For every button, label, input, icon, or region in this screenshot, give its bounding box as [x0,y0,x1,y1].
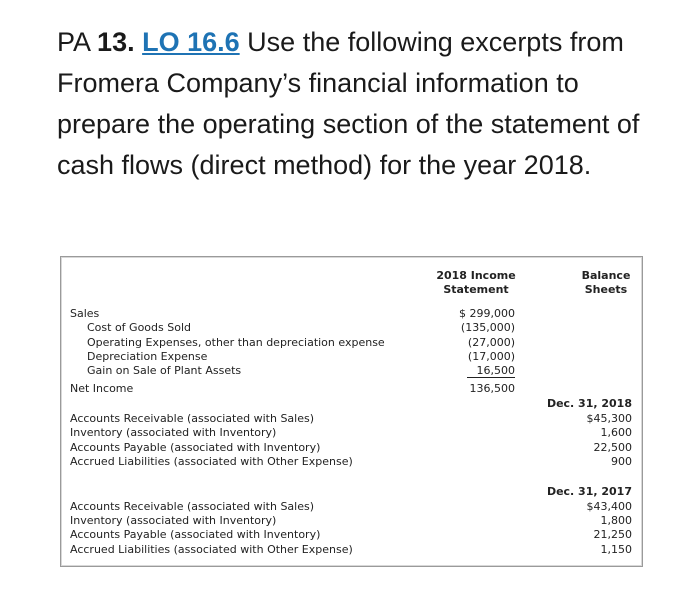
income-row-value: (17,000) [467,350,515,363]
problem-prefix: PA [57,27,90,57]
bs-2017-label: Accrued Liabilities (associated with Other Expense) [70,543,353,556]
bs-2017-heading: Dec. 31, 2017 [546,485,632,498]
bs-2017-value: $43,400 [586,500,632,513]
bs-2018-value: $45,300 [586,412,632,425]
bs-2018-label: Accounts Payable (associated with Inventory) [70,441,321,454]
bs-2018-heading: Dec. 31, 2018 [546,397,632,410]
income-row-value: $ 299,000 [459,307,515,320]
bs-2018-label: Accounts Receivable (associated with Sales) [70,412,315,425]
net-income-value: 136,500 [469,382,515,395]
bs-2017-value: 1,800 [600,514,632,527]
income-row-value: (135,000) [460,321,515,334]
bs-2017-value: 1,150 [600,543,632,556]
bs-2018-label: Inventory (associated with Inventory) [70,426,277,439]
gain-value: 16,500 [467,364,515,378]
bs-2018-label: Accrued Liabilities (associated with Other Expense) [70,455,353,468]
income-row-label: Cost of Goods Sold [87,321,191,334]
problem-text: Use the following excerpts from Fromera Company’s financial information to prepare the operating section of the statement of cash flows (direct method) for the year 2018. [57,27,640,180]
bs-2018-value: 22,500 [593,441,632,454]
financial-data-table [60,256,643,567]
bs-2017-label: Inventory (associated with Inventory) [70,514,277,527]
learning-objective-link[interactable]: LO 16.6 [142,27,240,57]
income-row-label: Gain on Sale of Plant Assets [87,364,242,377]
bs-2018-value: 1,600 [600,426,632,439]
problem-statement [57,22,657,186]
income-row-label: Operating Expenses, other than depreciation expense [87,336,385,349]
income-row-value: (27,000) [467,336,515,349]
income-statement-header: 2018 Income Statement [436,269,516,296]
net-income-label: Net Income [70,382,134,395]
bs-2017-value: 21,250 [593,528,632,541]
problem-number: 13. [97,27,135,57]
bs-2017-label: Accounts Receivable (associated with Sales) [70,500,315,513]
bs-2018-value: 900 [611,455,632,468]
balance-sheets-header: Balance Sheets [581,269,631,296]
bs-2017-label: Accounts Payable (associated with Inventory) [70,528,321,541]
income-row-label: Sales [70,307,100,320]
income-row-label: Depreciation Expense [87,350,208,363]
income-row-value-underlined [441,364,515,378]
